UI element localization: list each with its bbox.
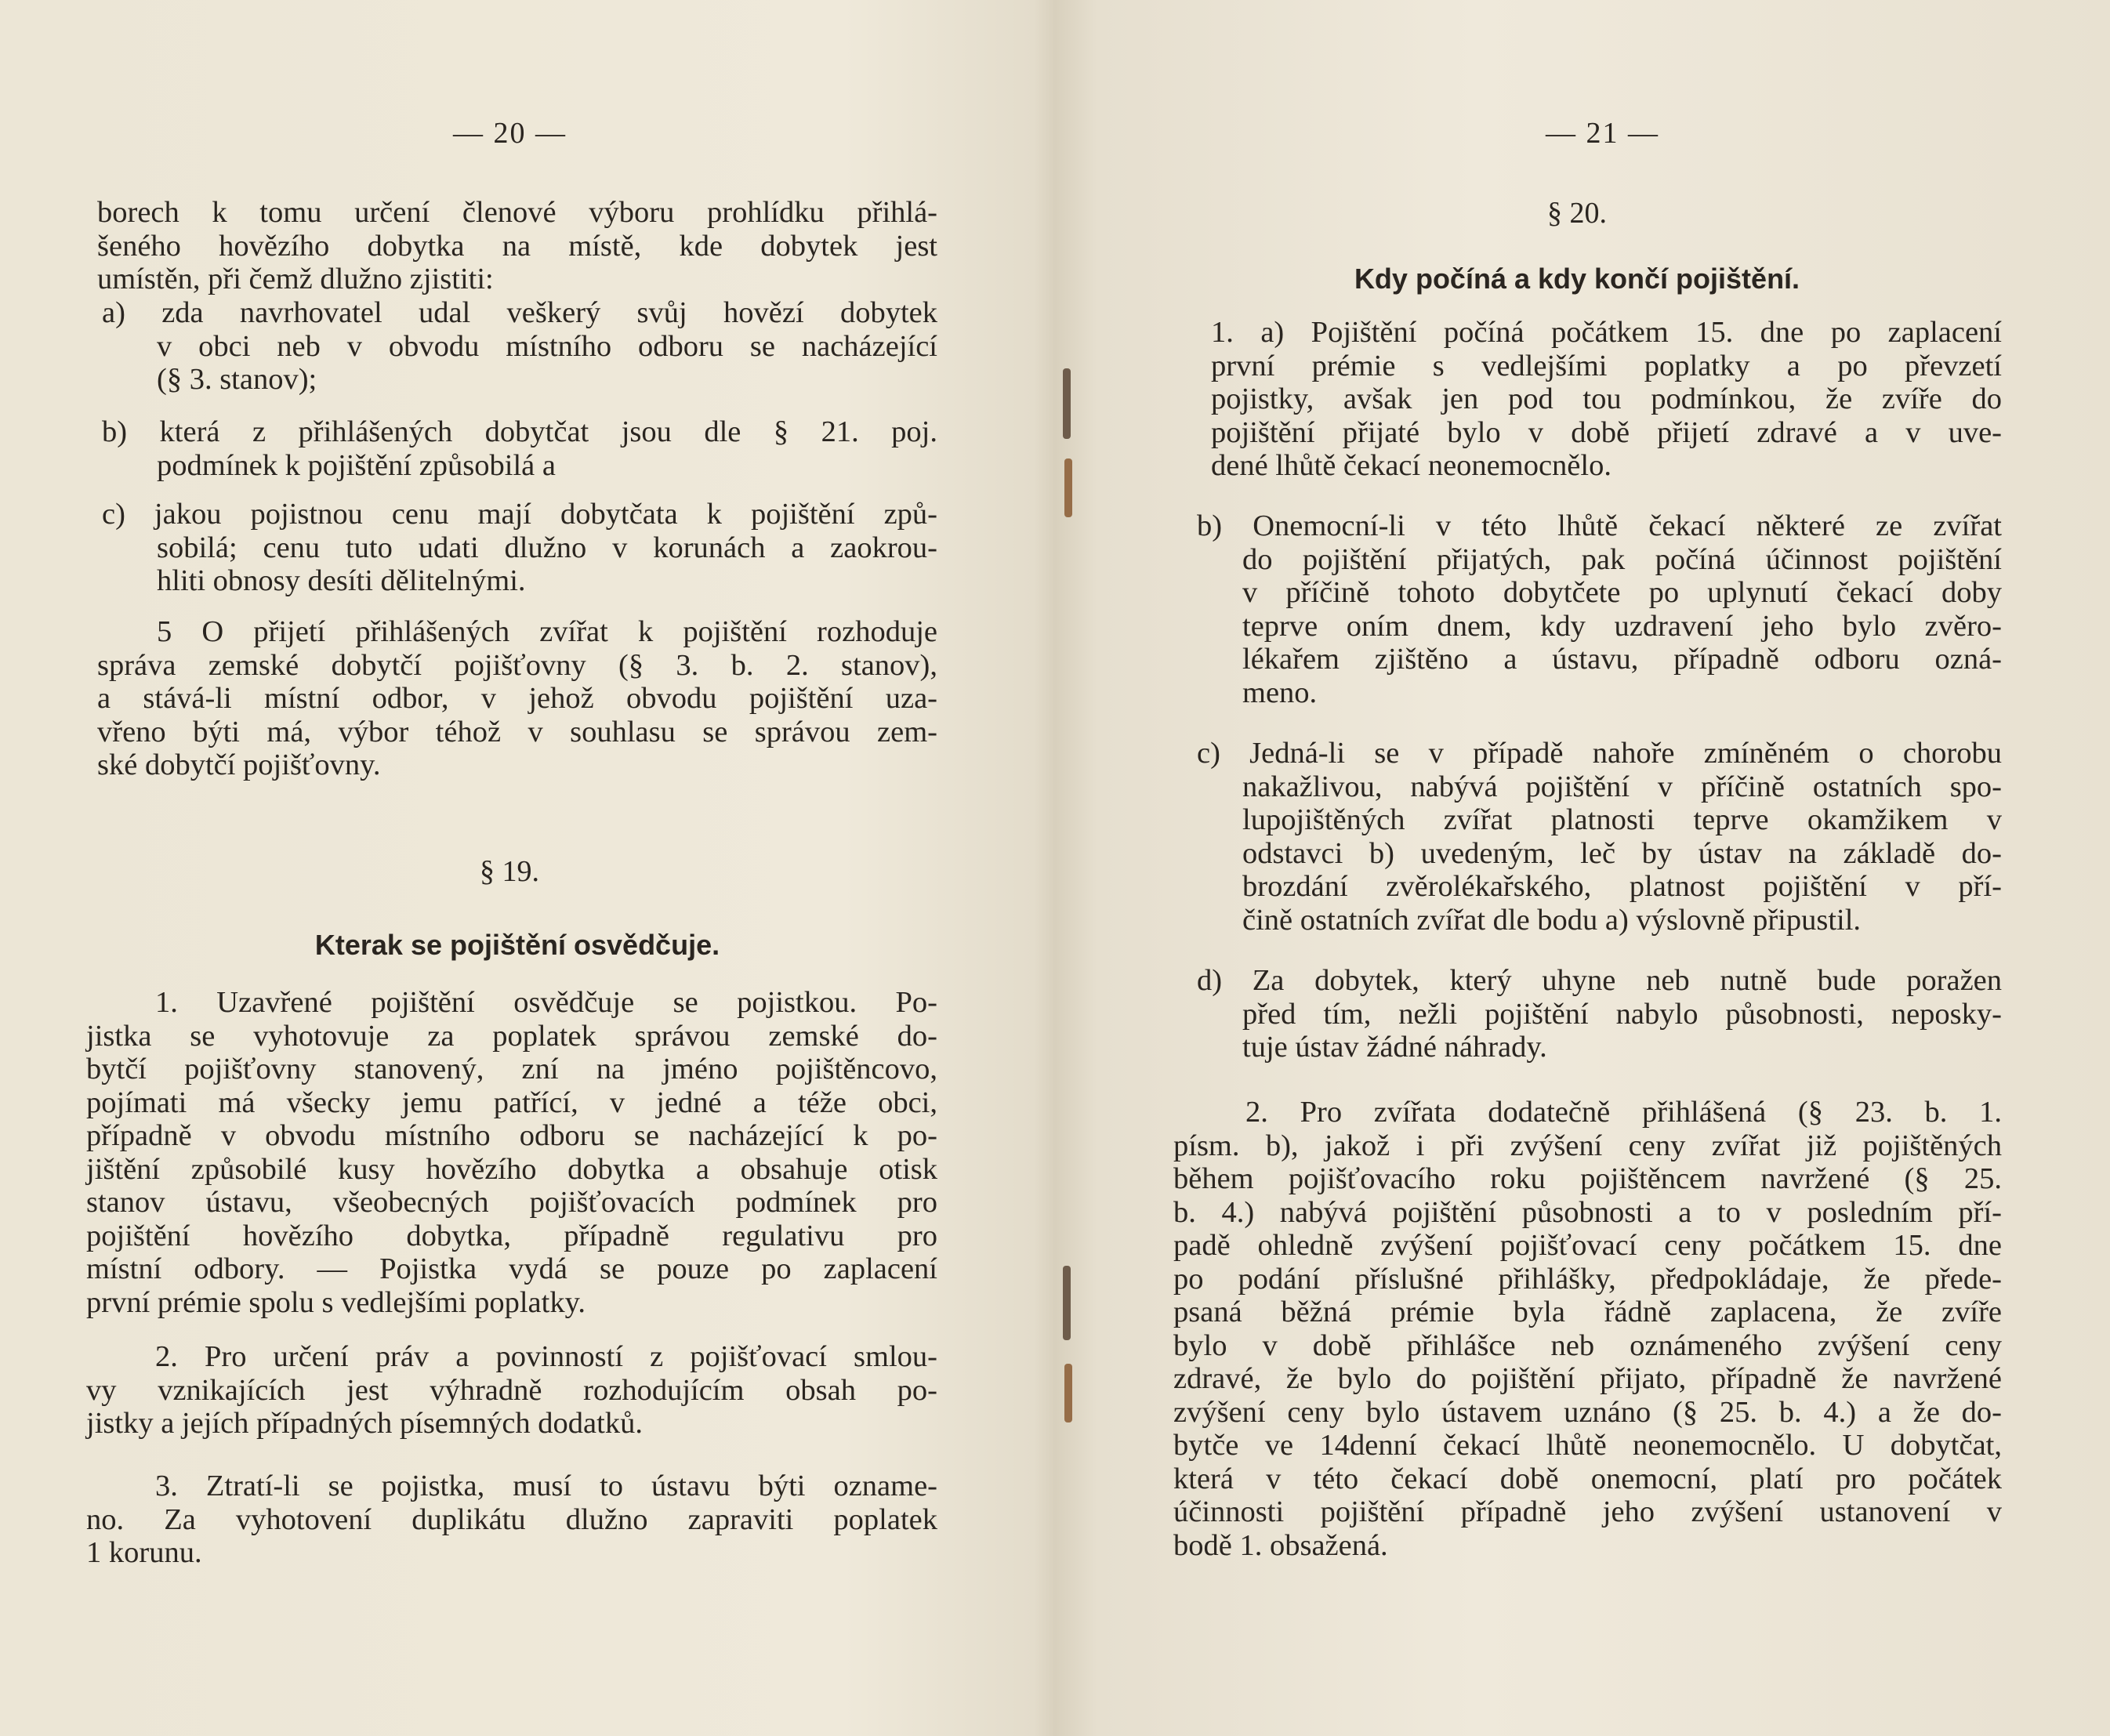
paragraph-5 xyxy=(97,615,937,782)
text-line: lupojištěných zvířat platnosti teprve okamžikem v xyxy=(1242,803,2002,836)
text-line: teprve oním dnem, kdy uzdravení jeho bylo zvěro- xyxy=(1242,609,2002,643)
text-line: v příčině tohoto dobytčete po uplynutí čekací doby xyxy=(1242,576,2002,609)
section-number: § 20. xyxy=(1547,197,1607,230)
text-line: lékařem zjištěno a ústavu, případně odboru ozná- xyxy=(1242,643,2002,676)
list-item-c xyxy=(102,498,937,598)
text-line: c) Jedná-li se v případě nahoře zmíněném o chorobu xyxy=(1197,737,2002,770)
list-item-a xyxy=(102,296,937,397)
left-page xyxy=(0,0,1050,1736)
text-line: bodě 1. obsažená. xyxy=(1173,1528,1388,1562)
text-line: první prémie spolu s vedlejšími poplatky. xyxy=(86,1285,586,1319)
text-line: bytčí pojišťovny stanovený, zní na jméno pojištěncovo, xyxy=(86,1053,937,1085)
text-line: ské dobytčí pojišťovny. xyxy=(97,748,381,781)
text-line: 1. Uzavřené pojištění osvědčuje se pojistkou. Po- xyxy=(155,986,937,1019)
text-line: hliti obnosy desíti dělitelnými. xyxy=(157,564,526,597)
text-line: padě ohledně zvýšení pojišťovací ceny počátkem 15. dne xyxy=(1173,1229,2002,1262)
text-line: bylo v době přihlášce neb oznámeného zvýšení ceny xyxy=(1173,1328,2002,1362)
text-line: no. Za vyhotovení duplikátu dlužno zapraviti poplatek xyxy=(86,1502,937,1536)
text-line: meno. xyxy=(1242,676,1318,709)
page-number: — 20 — xyxy=(453,117,567,150)
text-line: b) Onemocní-li v této lhůtě čekací některé ze zvířat xyxy=(1197,509,2002,542)
text-line: nakažlivou, nabývá pojištění v příčině ostatních spo- xyxy=(1242,770,2002,803)
page-number: — 21 — xyxy=(1546,117,1659,150)
text-line: písm. b), jakož i při zvýšení ceny zvířat již pojištěných xyxy=(1173,1129,2002,1162)
text-line: 1 korunu. xyxy=(86,1536,202,1569)
text-line: do pojištění přijatých, pak počíná účinnost pojištění xyxy=(1242,542,2002,576)
text-line: pojímati má všecky jemu patřící, v jedné a téže obci, xyxy=(86,1085,937,1119)
text-line: účinnosti pojištění případně jeho zvýšení ustanovení v xyxy=(1173,1495,2002,1528)
paragraph-2 xyxy=(1173,1096,2002,1562)
paragraph-1a xyxy=(1181,316,2002,483)
text-line: jištění způsobilé kusy hovězího dobytka a obsahuje otisk xyxy=(86,1152,937,1186)
text-line: brozdání zvěrolékařského, platnost pojištění v pří- xyxy=(1242,870,2002,903)
text-line: v obci neb v obvodu místního odboru se nacházející xyxy=(157,329,937,363)
text-line: odstavci b) uvedeným, leč by ústav na základě do- xyxy=(1242,836,2002,870)
text-line: vřeno býti má, výbor téhož v souhlasu se správou zem- xyxy=(97,715,937,748)
right-page xyxy=(1060,0,2110,1736)
text-line: zvýšení ceny bylo ústavem uznáno (§ 25. b. 4.) a že do- xyxy=(1173,1395,2002,1429)
section-number: § 19. xyxy=(480,855,539,888)
intro-paragraph xyxy=(97,196,937,296)
text-line: první prémie s vedlejšími poplatky a po převzetí xyxy=(1211,349,2002,382)
text-line: psaná běžná prémie byla řádně zaplacena, že zvíře xyxy=(1173,1296,2002,1328)
section-heading: Kdy počíná a kdy končí pojištění. xyxy=(1354,263,1800,295)
list-item-b xyxy=(102,415,937,482)
text-line: šeného hovězího dobytka na místě, kde dobytek jest xyxy=(97,229,937,263)
text-line: čině ostatních zvířat dle bodu a) výslovně připustil. xyxy=(1242,903,1862,937)
list-item-b xyxy=(1197,509,2002,709)
paragraph-1 xyxy=(86,986,937,1319)
text-line: pojištění přijaté bylo v době přijetí zdravé a v uve- xyxy=(1211,415,2002,449)
text-line: pojistky, avšak jen pod tou podmínkou, že zvíře do xyxy=(1211,382,2002,415)
text-line: c) jakou pojistnou cenu mají dobytčata k pojištění způ- xyxy=(102,498,937,531)
text-line: 2. Pro zvířata dodatečně přihlášená (§ 23. b. 1. xyxy=(1245,1096,2002,1129)
text-line: sobilá; cenu tuto udati dlužno v korunách a zaokrou- xyxy=(157,531,937,564)
text-line: borech k tomu určení členové výboru prohlídku přihlá- xyxy=(97,196,937,229)
text-line: b. 4.) nabývá pojištění působnosti a to v posledním pří- xyxy=(1173,1195,2002,1229)
text-line: d) Za dobytek, který uhyne neb nutně bude poražen xyxy=(1197,964,2002,997)
text-line: (§ 3. stanov); xyxy=(157,363,317,396)
text-line: případně v obvodu místního odboru se nacházející k po- xyxy=(86,1119,937,1152)
text-line: 5 O přijetí přihlášených zvířat k pojištění rozhoduje xyxy=(157,615,937,648)
list-item-c xyxy=(1197,737,2002,937)
text-line: jistky a jejích případných písemných dodatků. xyxy=(86,1407,643,1440)
text-line: 2. Pro určení práv a povinností z pojišťovací smlou- xyxy=(155,1340,937,1373)
text-line: během pojišťovacího roku pojištěncem navržené (§ 25. xyxy=(1173,1162,2002,1195)
text-line: dené lhůtě čekací neonemocnělo. xyxy=(1211,449,1612,482)
text-line: stanov ústavu, všeobecných pojišťovacích podmínek pro xyxy=(86,1186,937,1219)
text-line: bytče ve 14denní čekací lhůtě neonemocnělo. U dobytčat, xyxy=(1173,1429,2002,1462)
text-line: zdravé, že bylo do pojištění přijato, případně že navržené xyxy=(1173,1362,2002,1395)
text-line: tuje ústav žádné náhrady. xyxy=(1242,1031,1547,1064)
text-line: umístěn, při čemž dlužno zjistiti: xyxy=(97,263,494,295)
text-line: před tím, nežli pojištění nabylo působnosti, neposky- xyxy=(1242,997,2002,1031)
text-line: po podání příslušné přihlášky, předpokládaje, že přede- xyxy=(1173,1262,2002,1296)
text-line: vy vznikajících jest výhradně rozhodujícím obsah po- xyxy=(86,1373,937,1407)
paragraph-3 xyxy=(86,1470,937,1570)
text-line: která v této čekací době onemocní, platí pro počátek xyxy=(1173,1462,2002,1495)
list-item-d xyxy=(1197,964,2002,1064)
text-line: pojištění hovězího dobytka, případně regulativu pro xyxy=(86,1219,937,1252)
text-line: a stává-li místní odbor, v jehož obvodu pojištění uza- xyxy=(97,682,937,715)
text-line: b) která z přihlášených dobytčat jsou dle § 21. poj. xyxy=(102,415,937,448)
text-line: podmínek k pojištění způsobilá a xyxy=(157,448,556,482)
text-line: 1. a) Pojištění počíná počátkem 15. dne po zaplacení xyxy=(1211,316,2002,349)
text-line: jistka se vyhotovuje za poplatek správou zemské do- xyxy=(86,1019,937,1053)
text-line: správa zemské dobytčí pojišťovny (§ 3. b. 2. stanov), xyxy=(97,648,937,682)
text-line: 3. Ztratí-li se pojistka, musí to ústavu býti ozname- xyxy=(155,1470,937,1502)
text-line: a) zda navrhovatel udal veškerý svůj hovězí dobytek xyxy=(102,296,937,329)
paragraph-2 xyxy=(86,1340,937,1441)
section-heading: Kterak se pojištění osvědčuje. xyxy=(314,929,720,961)
text-line: místní odbory. — Pojistka vydá se pouze po zaplacení xyxy=(86,1252,937,1285)
